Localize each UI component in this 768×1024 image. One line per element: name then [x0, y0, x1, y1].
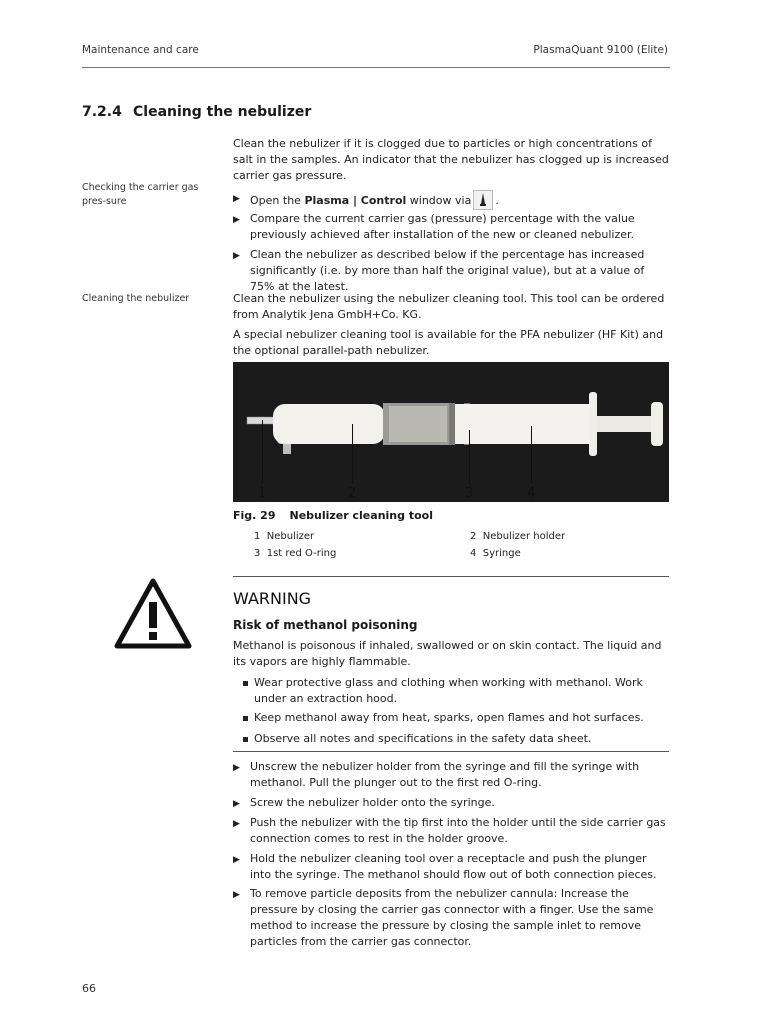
section-title: Cleaning the nebulizer	[133, 104, 312, 120]
step-arrow-icon: ▶	[233, 251, 240, 261]
callout-number-3: 3	[465, 486, 474, 501]
warning-bullet-text: Keep methanol away from heat, sparks, open flames and hot surfaces.	[254, 711, 644, 724]
procedure-step	[233, 795, 669, 811]
legend-label: 1st red O-ring	[266, 548, 337, 559]
warning-subtitle: Risk of methanol poisoning	[233, 618, 418, 632]
bullet-square-icon	[243, 681, 248, 686]
section-number: 7.2.4	[82, 104, 122, 120]
warning-title: WARNING	[233, 589, 312, 608]
step-clean-text: Clean the nebulizer as described below if the percentage has increased significantly (i.e. by more than half the original value), but at a value of 75% at the latest.	[250, 248, 645, 293]
warning-triangle-icon	[114, 578, 192, 654]
legend-item	[254, 548, 336, 559]
figure-caption	[233, 509, 433, 522]
step-open-prefix: Open the	[250, 194, 305, 207]
warning-rule-bottom	[233, 751, 669, 752]
running-header-left: Maintenance and care	[82, 44, 199, 56]
nebulizer-tool-drawing	[233, 362, 669, 502]
legend-item	[470, 548, 521, 559]
warning-bullet	[243, 710, 669, 726]
bullet-square-icon	[243, 737, 248, 742]
callout-line-2	[352, 424, 353, 484]
callout-line-1	[262, 420, 263, 484]
step-arrow-icon: ▶	[233, 819, 240, 829]
legend-num: 4	[470, 548, 477, 559]
plasma-torch-icon[interactable]	[473, 190, 493, 210]
callout-line-4	[531, 426, 532, 484]
procedure-step-text: Unscrew the nebulizer holder from the syringe and fill the syringe with methanol. Pull the plunger out to the first red O-ring.	[250, 760, 640, 789]
legend-label: Syringe	[482, 548, 521, 559]
legend-label: Nebulizer holder	[482, 531, 566, 542]
figure-caption-title: Nebulizer cleaning tool	[289, 509, 433, 522]
warning-rule-top	[233, 576, 669, 577]
procedure-step	[233, 815, 669, 847]
intro-paragraph: Clean the nebulizer if it is clogged due to particles or high concentrations of salt in the samples. An indicator that the nebulizer has clogged up is increased carrier gas pressure.	[233, 137, 669, 182]
legend-item	[254, 531, 314, 542]
step-arrow-icon: ▶	[233, 763, 240, 773]
legend-label: Nebulizer	[266, 531, 315, 542]
callout-number-4: 4	[527, 486, 536, 501]
callout-number-2: 2	[348, 486, 357, 501]
cleaning-paragraph-2: A special nebulizer cleaning tool is available for the PFA nebulizer (HF Kit) and the optional parallel-path nebulizer.	[233, 328, 664, 357]
warning-bullet	[243, 675, 669, 707]
header-rule	[82, 67, 670, 68]
legend-item	[470, 531, 565, 542]
legend-num: 2	[470, 531, 477, 542]
step-compare-text: Compare the current carrier gas (pressure) percentage with the value previously achieved after installation of the new or cleaned nebulizer.	[250, 212, 635, 241]
step-clean	[233, 247, 669, 295]
callout-number-1: 1	[258, 486, 267, 501]
plasma-control-window-name: Plasma | Control	[304, 194, 407, 207]
step-arrow-icon: ▶	[233, 855, 240, 865]
side-label-cleaning: Cleaning the nebulizer	[82, 293, 190, 304]
step-arrow-icon: ▶	[233, 799, 240, 809]
warning-text: Methanol is poisonous if inhaled, swallowed or on skin contact. The liquid and its vapors are highly flammable.	[233, 639, 662, 668]
warning-bullet	[243, 731, 669, 747]
legend-num: 3	[254, 548, 261, 559]
legend-num: 1	[254, 531, 261, 542]
page-number: 66	[82, 982, 96, 995]
warning-bullet-text: Observe all notes and specifications in the safety data sheet.	[254, 732, 592, 745]
step-open-plasma-control	[233, 190, 669, 210]
step-open-end: .	[495, 194, 499, 207]
procedure-step	[233, 851, 669, 883]
step-compare	[233, 211, 669, 243]
procedure-step-text: Hold the nebulizer cleaning tool over a receptacle and push the plunger into the syringe. The methanol should flow out of both connection pieces.	[250, 852, 657, 881]
procedure-step-text: To remove particle deposits from the nebulizer cannula: Increase the pressure by closing the carrier gas connector with a finger. Use the same method to increase the pressure by closing the sample inlet to remove particles from the carrier gas connector.	[250, 887, 654, 948]
procedure-step-text: Screw the nebulizer holder onto the syringe.	[250, 796, 495, 809]
bullet-square-icon	[243, 716, 248, 721]
figure-caption-number: Fig. 29	[233, 509, 276, 522]
step-open-suffix: window via	[406, 194, 472, 207]
procedure-step-text: Push the nebulizer with the tip first into the holder until the side carrier gas connection comes to rest in the holder groove.	[250, 816, 666, 845]
side-label-checking: Checking the carrier gas pres-sure	[82, 182, 199, 207]
procedure-step	[233, 759, 669, 791]
callout-line-3	[469, 430, 470, 484]
cleaning-paragraph-1: Clean the nebulizer using the nebulizer cleaning tool. This tool can be ordered from Analytik Jena GmbH+Co. KG.	[233, 292, 665, 321]
step-arrow-icon: ▶	[233, 215, 240, 225]
procedure-step	[233, 886, 669, 950]
step-arrow-icon: ▶	[233, 890, 240, 900]
nebulizer-cleaning-tool-photo	[233, 362, 669, 502]
running-header-right: PlasmaQuant 9100 (Elite)	[533, 44, 668, 56]
warning-bullet-text: Wear protective glass and clothing when working with methanol. Work under an extraction hood.	[254, 676, 643, 705]
step-arrow-icon: ▶	[233, 194, 240, 204]
